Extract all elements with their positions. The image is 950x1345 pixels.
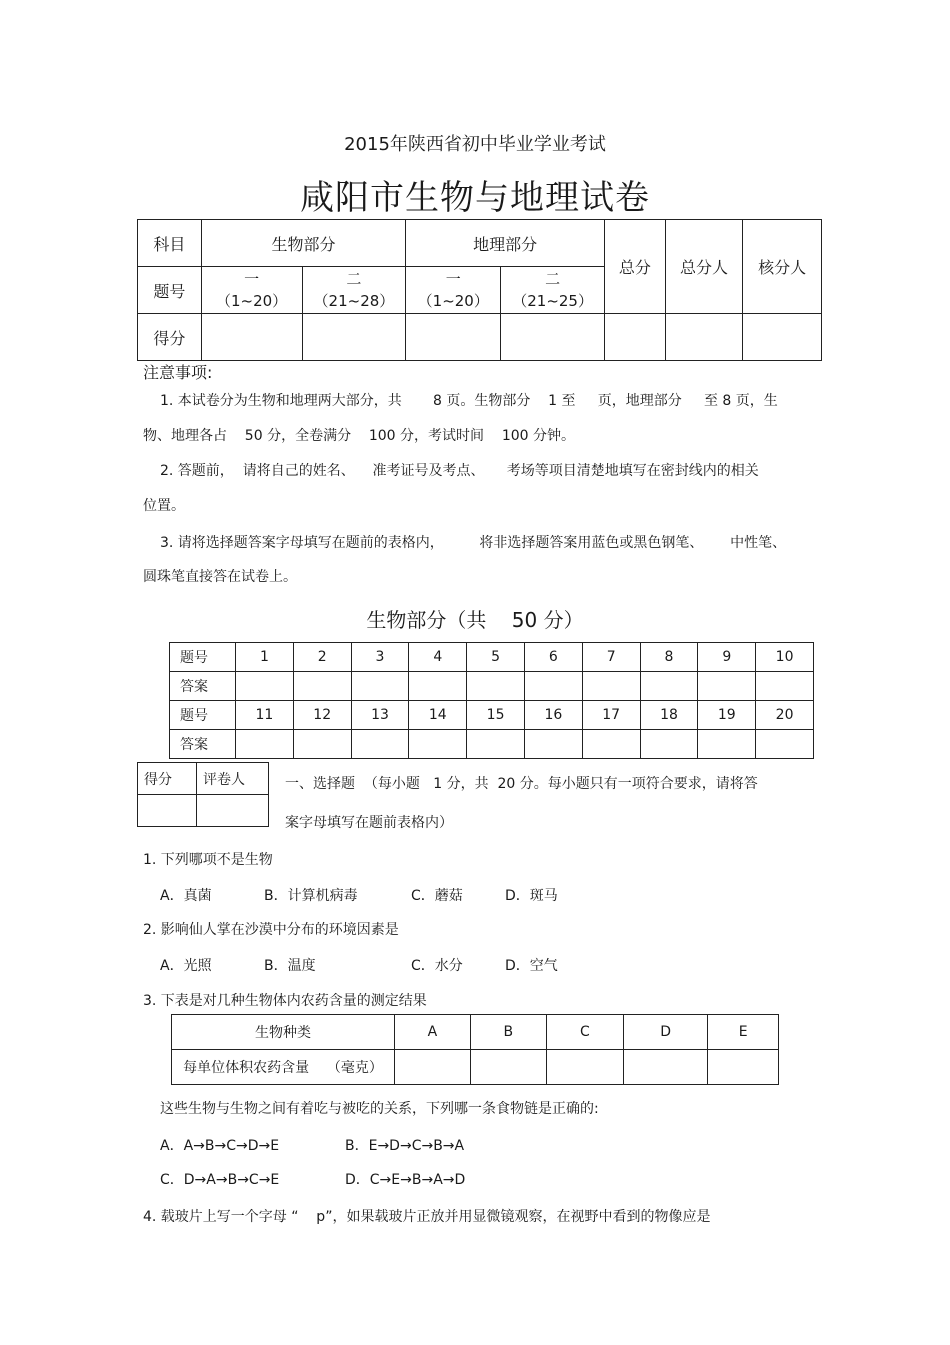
qnum-cell: 3 [351, 643, 409, 672]
qnum-cell: 10 [756, 643, 814, 672]
answer-cell[interactable] [467, 672, 525, 701]
q2-option-c: C．水分 [411, 958, 463, 974]
bio-part2-range: （21~28） [313, 292, 395, 310]
q2-option-b: B．温度 [264, 958, 316, 974]
qnum-cell: 20 [756, 701, 814, 730]
q1-option-c: C．蘑菇 [411, 888, 463, 904]
answer-cell[interactable] [582, 730, 640, 759]
grader-table [137, 762, 269, 827]
qnum-cell: 2 [293, 643, 351, 672]
geo-part2-cell [501, 267, 605, 314]
geo-part1-cell [406, 267, 501, 314]
exam-subtitle: 2015年陕西省初中毕业学业考试 [344, 134, 606, 155]
notice-line-6: 圆珠笔直接答在试卷上。 [143, 569, 297, 585]
geo-part1-range: （1~20） [417, 292, 489, 310]
answer-cell[interactable] [698, 672, 756, 701]
pesticide-value-cell [708, 1050, 779, 1085]
answer-cell[interactable] [524, 672, 582, 701]
qnum-cell: 1 [236, 643, 294, 672]
pesticide-value-cell [546, 1050, 623, 1085]
notice-line-5: 3. 请将选择题答案字母填写在题前的表格内， 将非选择题答案用蓝色或黑色钢笔、 中性笔、 [160, 535, 787, 551]
species-cell: C [546, 1015, 623, 1050]
q4-stem: 4. 载玻片上写一个字母 “ p”，如果载玻片正放并用显微镜观察，在视野中看到的物像应是 [143, 1209, 711, 1225]
grader-person-label: 评卷人 [197, 763, 269, 795]
bio-part1-range: （1~20） [215, 292, 288, 310]
answer-table-qnum-row-1 [170, 643, 814, 672]
grader-person-cell[interactable] [197, 795, 269, 827]
q2-option-d: D．空气 [505, 958, 558, 974]
answer-table [169, 642, 814, 759]
notice-line-3: 2. 答题前， 请将自己的姓名、 准考证号及考点、 考场等项目清楚地填写在密封线内的相关 [160, 463, 759, 479]
bio-part-label: 生物部分 [201, 220, 406, 267]
pesticide-value-cell [470, 1050, 546, 1085]
pesticide-value-cell [623, 1050, 707, 1085]
answer-label: 答案 [170, 672, 236, 701]
bio-part2-cell [302, 267, 406, 314]
qnum-cell: 17 [582, 701, 640, 730]
score-cell-bio1[interactable] [201, 314, 302, 361]
notice-line-1: 1. 本试卷分为生物和地理两大部分，共 8 页。生物部分 1 至 页，地理部分 至 8 页，生 [160, 393, 778, 409]
answer-cell[interactable] [351, 672, 409, 701]
answer-table-answer-row-2 [170, 730, 814, 759]
species-cell: D [623, 1015, 707, 1050]
notice-line-2: 物、地理各占 50 分，全卷满分 100 分，考试时间 100 分钟。 [143, 428, 576, 444]
part1-instruction-line-1: 一、选择题 （每小题 1 分，共 20 分。每小题只有一项符合要求，请将答 [285, 776, 758, 792]
qnum-cell: 14 [409, 701, 467, 730]
species-cell: A [395, 1015, 471, 1050]
exam-title: 咸阳市生物与地理试卷 [300, 178, 650, 218]
q3-option-b: B．E→D→C→B→A [345, 1138, 465, 1154]
answer-cell[interactable] [409, 730, 467, 759]
answer-table-qnum-row-2 [170, 701, 814, 730]
answer-cell[interactable] [640, 730, 698, 759]
q1-stem: 1. 下列哪项不是生物 [143, 852, 273, 868]
answer-cell[interactable] [293, 730, 351, 759]
geo-part-label: 地理部分 [406, 220, 605, 267]
grader-score-label: 得分 [138, 763, 197, 795]
score-table [137, 219, 822, 361]
qnum-cell: 5 [467, 643, 525, 672]
qnum-cell: 18 [640, 701, 698, 730]
total-person-label: 总分人 [665, 220, 743, 314]
pesticide-row-label: 每单位体积农药含量 （毫克） [172, 1050, 395, 1085]
bio-part1-num: 一 [244, 270, 260, 288]
q3-followup: 这些生物与生物之间有着吃与被吃的关系，下列哪一条食物链是正确的: [160, 1101, 599, 1117]
qnum-cell: 4 [409, 643, 467, 672]
qnum-label: 题号 [170, 701, 236, 730]
score-cell-geo2[interactable] [501, 314, 605, 361]
score-cell-geo1[interactable] [406, 314, 501, 361]
geo-part1-num: 一 [445, 270, 461, 288]
answer-cell[interactable] [756, 730, 814, 759]
part1-instruction-line-2: 案字母填写在题前表格内） [285, 815, 453, 831]
answer-cell[interactable] [698, 730, 756, 759]
total-score-label: 总分 [605, 220, 666, 314]
q3-option-a: A．A→B→C→D→E [160, 1138, 280, 1154]
qnum-cell: 9 [698, 643, 756, 672]
notice-line-4: 位置。 [143, 498, 185, 514]
q1-option-d: D．斑马 [505, 888, 558, 904]
q2-option-a: A．光照 [160, 958, 212, 974]
answer-cell[interactable] [640, 672, 698, 701]
answer-cell[interactable] [467, 730, 525, 759]
answer-table-answer-row-1 [170, 672, 814, 701]
answer-cell[interactable] [756, 672, 814, 701]
pesticide-table [171, 1014, 779, 1085]
q2-stem: 2. 影响仙人掌在沙漠中分布的环境因素是 [143, 922, 399, 938]
answer-cell[interactable] [524, 730, 582, 759]
qnum-label: 题号 [138, 267, 202, 314]
bio-part2-num: 二 [346, 270, 362, 288]
answer-cell[interactable] [409, 672, 467, 701]
qnum-cell: 8 [640, 643, 698, 672]
qnum-cell: 6 [524, 643, 582, 672]
q1-option-a: A．真菌 [160, 888, 212, 904]
qnum-cell: 16 [524, 701, 582, 730]
notice-title: 注意事项: [143, 363, 213, 382]
answer-cell[interactable] [236, 672, 294, 701]
grader-score-cell[interactable] [138, 795, 197, 827]
bio-part1-cell [201, 267, 302, 314]
qnum-cell: 12 [293, 701, 351, 730]
species-header: 生物种类 [172, 1015, 395, 1050]
answer-cell[interactable] [582, 672, 640, 701]
qnum-cell: 11 [236, 701, 294, 730]
score-cell-bio2[interactable] [302, 314, 406, 361]
qnum-cell: 7 [582, 643, 640, 672]
answer-cell[interactable] [351, 730, 409, 759]
qnum-cell: 15 [467, 701, 525, 730]
answer-cell[interactable] [236, 730, 294, 759]
score-cell-total-person[interactable] [665, 314, 743, 361]
answer-cell[interactable] [293, 672, 351, 701]
species-cell: E [708, 1015, 779, 1050]
pesticide-value-cell [395, 1050, 471, 1085]
species-cell: B [470, 1015, 546, 1050]
subject-label: 科目 [138, 220, 202, 267]
geo-part2-range: （21~25） [512, 292, 593, 310]
bio-section-title: 生物部分（共 50 分） [366, 608, 584, 632]
q3-option-d: D．C→E→B→A→D [345, 1172, 466, 1188]
answer-label: 答案 [170, 730, 236, 759]
check-person-label: 核分人 [743, 220, 822, 314]
q3-stem: 3. 下表是对几种生物体内农药含量的测定结果 [143, 993, 427, 1009]
geo-part2-num: 二 [545, 270, 561, 288]
qnum-cell: 13 [351, 701, 409, 730]
score-row-label: 得分 [138, 314, 202, 361]
qnum-cell: 19 [698, 701, 756, 730]
qnum-label: 题号 [170, 643, 236, 672]
q3-option-c: C．D→A→B→C→E [160, 1172, 280, 1188]
q1-option-b: B．计算机病毒 [264, 888, 358, 904]
score-cell-check-person[interactable] [743, 314, 822, 361]
score-cell-total[interactable] [605, 314, 666, 361]
